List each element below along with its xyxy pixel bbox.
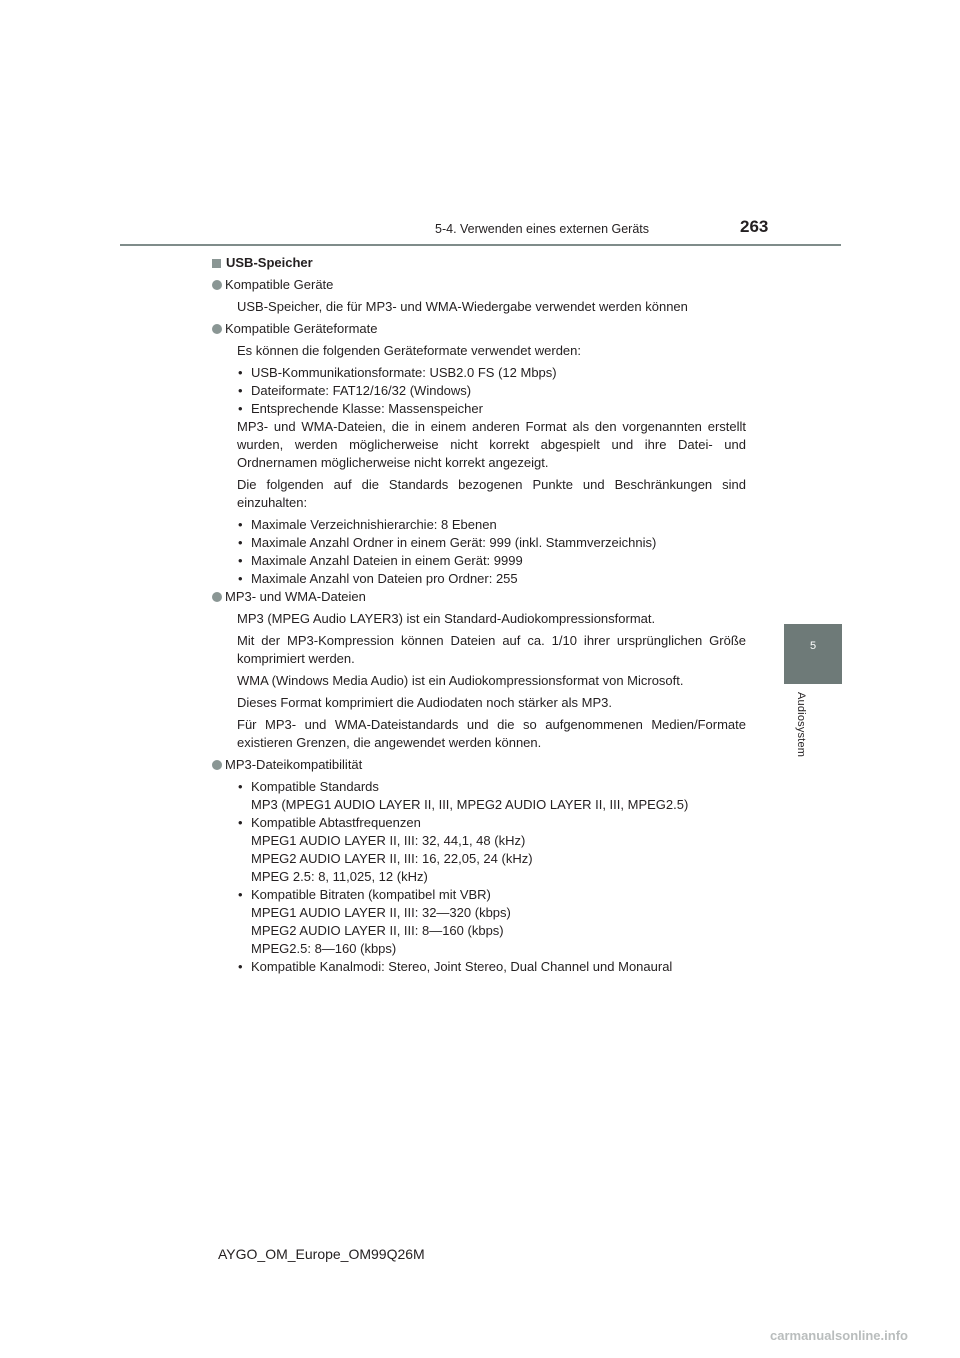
round-bullet-icon bbox=[212, 592, 222, 602]
list-item: • Maximale Anzahl Ordner in einem Gerät: 999 (inkl. Stammverzeichnis) bbox=[237, 534, 746, 552]
list-item bbox=[237, 886, 746, 958]
paragraph: MP3- und WMA-Dateien, die in einem anderen Format als den vorgenannten erstellt wurden, werden möglicherweise nicht korrekt abgespielt und ihre Datei- und Ordnernamen möglicherweise nicht korrekt angezeigt. bbox=[237, 419, 746, 470]
list-item: • Entsprechende Klasse: Massenspeicher bbox=[237, 400, 746, 418]
bullet-mp3-wma-files bbox=[211, 588, 746, 606]
list-item-detail: MPEG2 AUDIO LAYER II, III: 8—160 (kbps) bbox=[251, 923, 504, 938]
section-heading-text: USB-Speicher bbox=[226, 255, 313, 270]
list-item-detail: MPEG 2.5: 8, 11,025, 12 (kHz) bbox=[251, 869, 428, 884]
list-item-label: • Kompatible Abtastfrequenzen bbox=[251, 815, 421, 830]
list-item-detail: MPEG2.5: 8—160 (kbps) bbox=[251, 941, 397, 956]
list-item: • Maximale Anzahl von Dateien pro Ordner: 255 bbox=[237, 570, 746, 588]
section-heading bbox=[211, 254, 746, 272]
header-section-title: 5-4. Verwenden eines externen Geräts bbox=[435, 222, 650, 236]
bullet-title: Kompatible Geräte bbox=[225, 277, 334, 292]
watermark: carmanualsonline.info bbox=[770, 1328, 908, 1343]
list-item-label: • Kompatible Standards bbox=[251, 779, 379, 794]
list-item: • Dateiformate: FAT12/16/32 (Windows) bbox=[237, 382, 746, 400]
bullet-title: MP3- und WMA-Dateien bbox=[225, 589, 366, 604]
bullet-compatible-devices bbox=[211, 276, 746, 294]
list-item: • Maximale Anzahl Dateien in einem Gerät: 9999 bbox=[237, 552, 746, 570]
format-list bbox=[237, 364, 746, 418]
paragraph: Für MP3- und WMA-Dateistandards und die so aufgenommenen Medien/Formate existieren Grenzen, die angewendet werden können. bbox=[237, 717, 746, 750]
round-bullet-icon bbox=[212, 324, 222, 334]
paragraph: Dieses Format komprimiert die Audiodaten noch stärker als MP3. bbox=[237, 695, 612, 710]
list-item: • Kompatible Kanalmodi: Stereo, Joint Stereo, Dual Channel und Monaural bbox=[237, 958, 746, 976]
chapter-tab bbox=[784, 624, 842, 684]
paragraph: USB-Speicher, die für MP3- und WMA-Wiedergabe verwendet werden können bbox=[237, 299, 688, 314]
round-bullet-icon bbox=[212, 760, 222, 770]
list-item: • USB-Kommunikationsformate: USB2.0 FS (12 Mbps) bbox=[237, 364, 746, 382]
list-item-label: • Kompatible Bitraten (kompatibel mit VBR) bbox=[251, 887, 491, 902]
limits-list bbox=[237, 516, 746, 588]
compatibility-list bbox=[237, 778, 746, 976]
list-item bbox=[237, 814, 746, 886]
list-item: • Maximale Verzeichnishierarchie: 8 Ebenen bbox=[237, 516, 746, 534]
list-item-detail: MPEG1 AUDIO LAYER II, III: 32, 44,1, 48 (kHz) bbox=[251, 833, 526, 848]
bullet-title: MP3-Dateikompatibilität bbox=[225, 757, 363, 772]
paragraph: Es können die folgenden Geräteformate verwendet werden: bbox=[237, 343, 581, 358]
list-item-detail: MP3 (MPEG1 AUDIO LAYER II, III, MPEG2 AUDIO LAYER II, III, MPEG2.5) bbox=[251, 797, 689, 812]
list-item bbox=[237, 778, 746, 814]
round-bullet-icon bbox=[212, 280, 222, 290]
paragraph: WMA (Windows Media Audio) ist ein Audiokompressionsformat von Microsoft. bbox=[237, 673, 684, 688]
square-bullet-icon bbox=[212, 259, 221, 268]
paragraph: Mit der MP3-Kompression können Dateien auf ca. 1/10 ihrer ursprünglichen Größe komprimiert werden. bbox=[237, 633, 746, 666]
chapter-number: 5 bbox=[809, 640, 817, 652]
bullet-compatible-formats bbox=[211, 320, 746, 338]
page-number: 263 bbox=[740, 217, 769, 236]
list-item-detail: MPEG2 AUDIO LAYER II, III: 16, 22,05, 24 (kHz) bbox=[251, 851, 533, 866]
paragraph: MP3 (MPEG Audio LAYER3) ist ein Standard-Audiokompressionsformat. bbox=[237, 611, 656, 626]
list-item-detail: MPEG1 AUDIO LAYER II, III: 32—320 (kbps) bbox=[251, 905, 511, 920]
bullet-title: Kompatible Geräteformate bbox=[225, 321, 378, 336]
page-content bbox=[211, 254, 746, 976]
footer-document-code: AYGO_OM_Europe_OM99Q26M bbox=[218, 1246, 425, 1262]
chapter-title: Audiosystem bbox=[795, 692, 807, 758]
bullet-mp3-compatibility bbox=[211, 756, 746, 774]
paragraph: Die folgenden auf die Standards bezogenen Punkte und Beschränkungen sind einzuhalten: bbox=[237, 477, 746, 510]
header-rule bbox=[120, 244, 841, 246]
